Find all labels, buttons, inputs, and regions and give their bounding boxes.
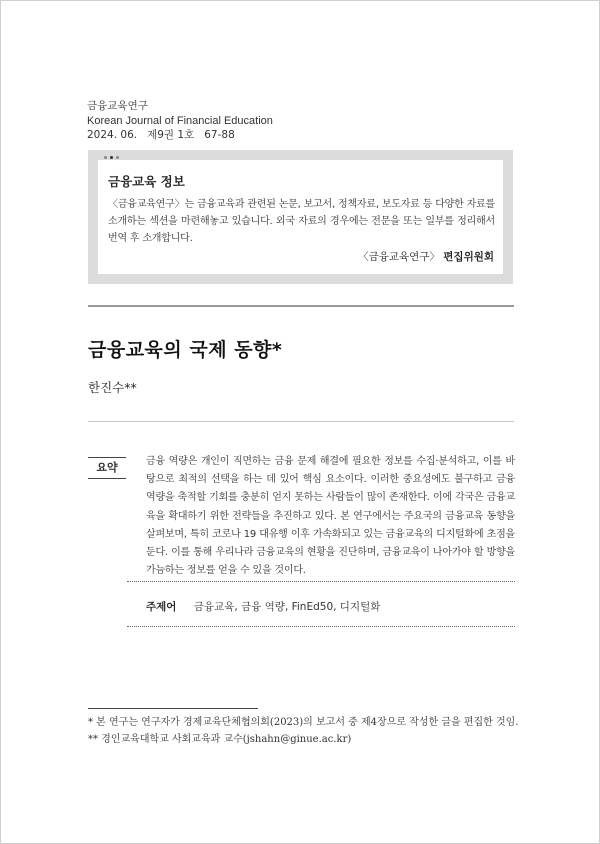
journal-name-ko: 금융교육연구	[87, 100, 148, 112]
info-box-body: 〈금융교육연구〉는 금융교육과 관련된 논문, 보고서, 정책자료, 보도자료 등 다양한 자료를 소개하는 섹션을 마련해놓고 있습니다. 외국 자료의 경우에는 전문을 또는 일부를 정리해서 번역 후 소개합니다.	[108, 199, 495, 244]
article-author: 한진수**	[88, 380, 137, 395]
info-box-signature	[358, 249, 494, 264]
info-box	[88, 150, 513, 284]
keywords-top-divider	[127, 581, 515, 582]
footnote-divider	[88, 708, 258, 709]
journal-issue: 2024. 06. 제9권 1호 67-88	[87, 129, 235, 141]
signature-source: 〈금융교육연구〉	[358, 251, 440, 263]
journal-name-en: Korean Journal of Financial Education	[87, 114, 273, 127]
keywords-text: 금융교육, 금융 역량, FinEd50, 디지털화	[193, 601, 381, 613]
author-divider	[88, 421, 514, 422]
article-title: 금융교육의 국제 동향*	[88, 339, 283, 361]
title-divider	[88, 305, 514, 307]
abstract-text: 금융 역량은 개인이 직면하는 금융 문제 해결에 필요한 정보를 수집·분석하고, 이를 바탕으로 최적의 선택을 하는 데 있어 핵심 요소이다. 이러한 중요성에도 불구하고 금융 역량을 축적할 기회를 충분히 얻지 못하는 사람들이 많이 존재한다. 이에 각국은 금융교육을 확대하기 위한 전략들을 추진하고 있다. 본 연구에서는 주요국의 금융교육 동향을 살펴보며, 특히 코로나 19 대유행 이후 가속화되고 있는 금융교육의 디지털화에 초점을 둔다. 이를 통해 우리나라 금융교육의 현황을 진단하며, 금융교육이 나아가야 할 방향을 가늠하는 정보를 얻을 수 있을 것이다.	[146, 456, 515, 577]
info-box-title: 금융교육 정보	[108, 174, 185, 189]
keywords-label: 주제어	[146, 601, 177, 613]
footnote-2: ** 경인교육대학교 사회교육과 교수(jshahn@ginue.ac.kr)	[88, 734, 352, 745]
abstract-label: 요약	[88, 457, 126, 479]
footnotes	[88, 714, 519, 748]
decorative-dots-icon	[104, 156, 119, 159]
keywords-bottom-divider	[127, 626, 515, 627]
signature-committee: 편집위원회	[443, 251, 494, 263]
journal-header	[87, 99, 273, 143]
footnote-1: * 본 연구는 연구자가 경제교육단체협의회(2023)의 보고서 중 제4장으로 작성한 글을 편집한 것임.	[88, 717, 519, 728]
info-box-inner	[98, 160, 503, 274]
keywords	[146, 599, 380, 614]
